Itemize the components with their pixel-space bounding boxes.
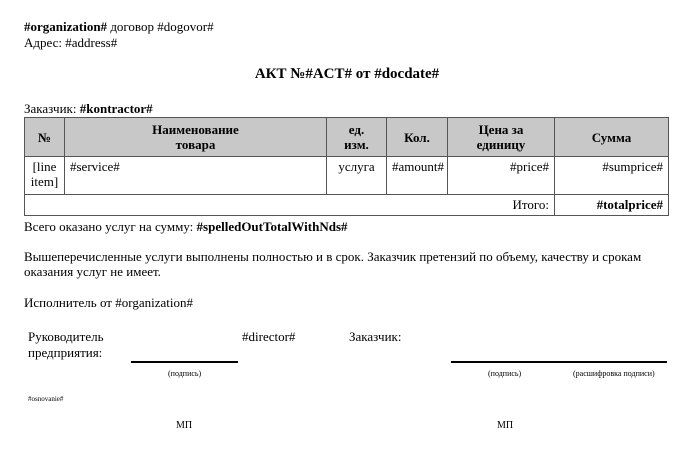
customer-sign-label: Заказчик: (349, 329, 402, 344)
header-price: Цена за единицу (448, 118, 555, 157)
signature-line-right (451, 361, 667, 363)
executor-line: Исполнитель от #organization# (24, 295, 193, 310)
osnovanie-placeholder: #osnovanie# (28, 395, 64, 403)
total-value: #totalprice# (555, 195, 669, 216)
address-placeholder: #address# (65, 35, 118, 50)
row-unit: услуга (327, 157, 387, 195)
customer-line (24, 101, 153, 116)
sign-caption-right: (подпись) (488, 369, 522, 378)
header-sum: Сумма (555, 118, 669, 157)
header-name-line-1: Наименование (152, 122, 239, 137)
row-num (25, 157, 65, 195)
row-qty: #amount# (387, 157, 448, 195)
summary-label: Всего оказано услуг на сумму: (24, 219, 194, 234)
header-line-1 (24, 19, 214, 34)
header-num: № (25, 118, 65, 157)
row-sum: #sumprice# (555, 157, 669, 195)
header-unit (327, 118, 387, 157)
decode-caption: (расшифровка подписи) (573, 369, 655, 378)
table-header-row (25, 118, 669, 157)
row-num-line-2: item] (30, 174, 59, 189)
signature-line-left (131, 361, 238, 363)
table-total-row (25, 195, 669, 216)
act-title: АКТ №#ACT# от #docdate# (254, 66, 440, 82)
address-line (24, 35, 117, 50)
director-placeholder: #director# (242, 329, 296, 344)
items-table (24, 117, 669, 216)
stamp-place-left: МП (176, 420, 193, 431)
head-label-line-1: Руководитель (28, 329, 104, 344)
dogovor-placeholder: #dogovor# (157, 19, 214, 34)
table-row (25, 157, 669, 195)
contract-word: договор (110, 19, 154, 34)
header-name (65, 118, 327, 157)
row-price: #price# (448, 157, 555, 195)
total-label: Итого: (25, 195, 555, 216)
organization-placeholder: #organization# (24, 19, 108, 34)
header-unit-line-2: изм. (344, 137, 369, 152)
customer-placeholder: #kontractor# (79, 101, 153, 116)
summary-placeholder: #spelledOutTotalWithNds# (196, 219, 348, 234)
row-service: #service# (65, 157, 327, 195)
head-label-line-2: предприятия: (28, 345, 103, 360)
stamp-place-right: МП (497, 420, 514, 431)
sign-caption-left: (подпись) (168, 369, 202, 378)
statement-line-2: оказания услуг не имеет. (24, 264, 161, 279)
customer-label: Заказчик: (24, 101, 77, 116)
header-unit-line-1: ед. (348, 122, 365, 137)
address-label: Адрес: (24, 35, 62, 50)
row-num-line-1: [line (32, 159, 57, 174)
header-name-line-2: товара (175, 137, 216, 152)
header-qty: Кол. (387, 118, 448, 157)
summary-line (24, 219, 348, 234)
statement-line-1: Вышеперечисленные услуги выполнены полностью и в срок. Заказчик претензий по объему, качеству и срокам (24, 249, 642, 264)
